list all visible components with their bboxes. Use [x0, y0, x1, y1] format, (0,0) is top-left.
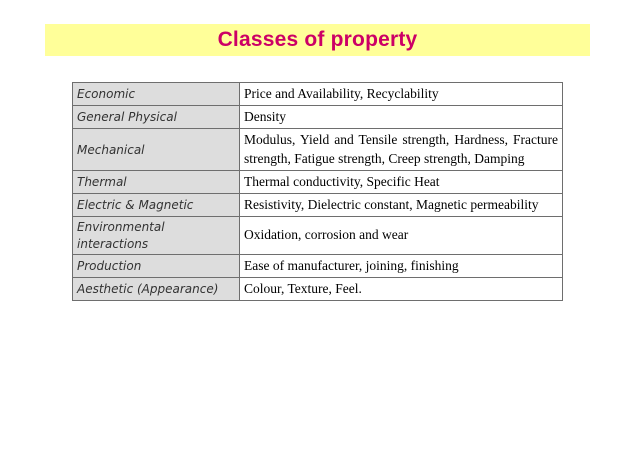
class-cell: Electric & Magnetic: [73, 194, 240, 217]
properties-cell: Colour, Texture, Feel.: [240, 277, 563, 300]
class-cell: Environmental interactions: [73, 217, 240, 254]
properties-cell: Price and Availability, Recyclability: [240, 83, 563, 106]
class-cell: Production: [73, 254, 240, 277]
class-cell: General Physical: [73, 106, 240, 129]
table-row: [73, 277, 563, 300]
properties-cell: Resistivity, Dielectric constant, Magnetic permeability: [240, 194, 563, 217]
table-row: [73, 170, 563, 193]
table-row: [73, 129, 563, 170]
property-classes-table: [72, 82, 563, 301]
table-row: [73, 217, 563, 254]
class-cell: Mechanical: [73, 129, 240, 170]
table-row: [73, 83, 563, 106]
properties-cell: Ease of manufacturer, joining, finishing: [240, 254, 563, 277]
properties-cell: Oxidation, corrosion and wear: [240, 217, 563, 254]
table-row: [73, 106, 563, 129]
table-row: [73, 194, 563, 217]
page-title: Classes of property: [217, 28, 418, 51]
class-cell: Thermal: [73, 170, 240, 193]
title-banner: [45, 24, 590, 56]
properties-cell: Modulus, Yield and Tensile strength, Hardness, Fracture strength, Fatigue strength, Creep strength, Damping: [240, 129, 563, 170]
properties-cell: Density: [240, 106, 563, 129]
class-cell: Economic: [73, 83, 240, 106]
table-row: [73, 254, 563, 277]
class-cell: Aesthetic (Appearance): [73, 277, 240, 300]
properties-cell: Thermal conductivity, Specific Heat: [240, 170, 563, 193]
